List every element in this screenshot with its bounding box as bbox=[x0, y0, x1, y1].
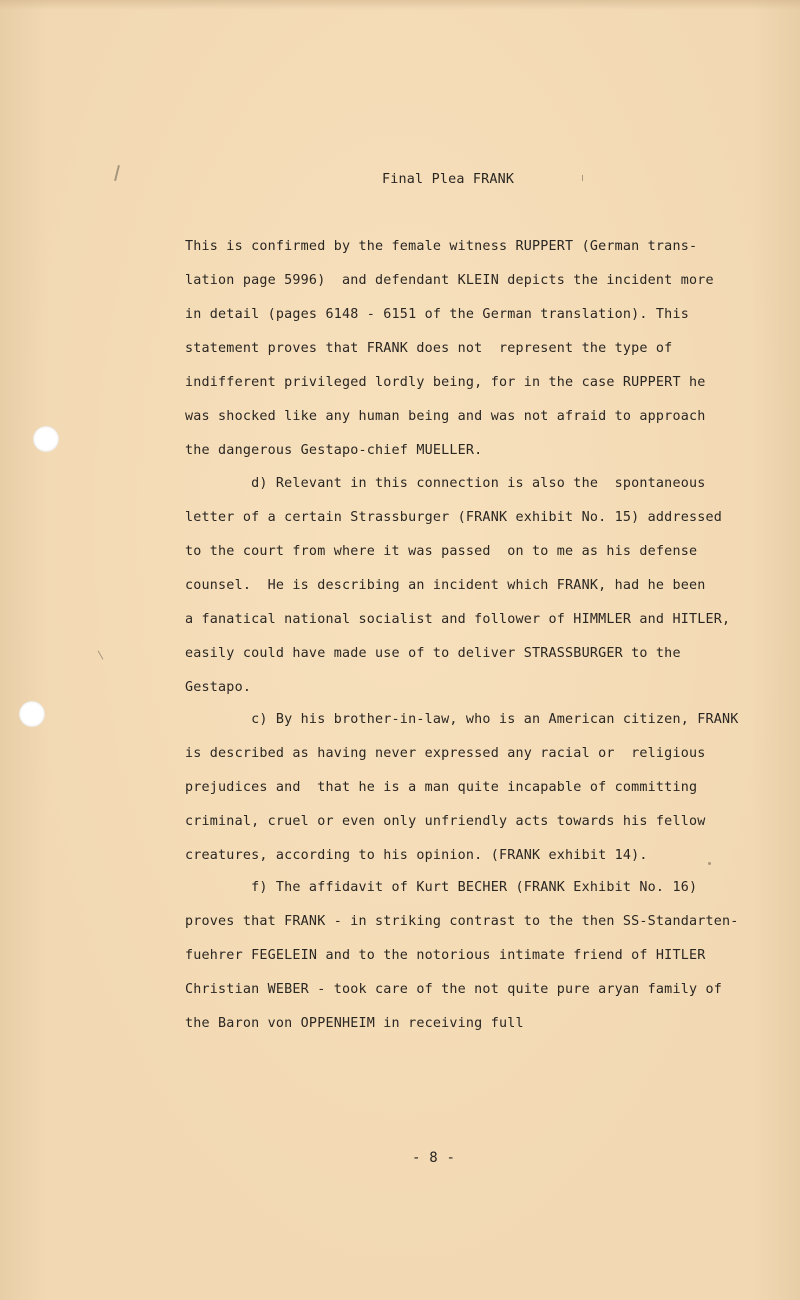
text-line: the Baron von OPPENHEIM in receiving full bbox=[185, 1016, 524, 1031]
text-line: in detail (pages 6148 - 6151 of the German translation). This bbox=[185, 307, 689, 322]
text-line: Christian WEBER - took care of the not quite pure aryan family of bbox=[185, 982, 723, 997]
stray-ink-dot bbox=[708, 862, 711, 865]
stray-pencil-mark bbox=[114, 165, 119, 181]
paper-edge-shadow bbox=[0, 0, 800, 10]
text-line: the dangerous Gestapo-chief MUELLER. bbox=[185, 443, 483, 458]
stray-pencil-mark bbox=[98, 650, 104, 659]
text-line: letter of a certain Strassburger (FRANK exhibit No. 15) addressed bbox=[185, 510, 723, 525]
text-line: c) By his brother-in-law, who is an American citizen, FRANK bbox=[185, 712, 739, 727]
page-number: - 8 - bbox=[412, 1150, 456, 1166]
text-line: proves that FRANK - in striking contrast to the then SS-Standarten- bbox=[185, 914, 739, 929]
text-line: creatures, according to his opinion. (FRANK exhibit 14). bbox=[185, 848, 648, 863]
text-line: lation page 5996) and defendant KLEIN depicts the incident more bbox=[185, 273, 714, 288]
text-line: counsel. He is describing an incident which FRANK, had he been bbox=[185, 578, 706, 593]
text-line: was shocked like any human being and was not afraid to approach bbox=[185, 409, 706, 424]
text-line: statement proves that FRANK does not represent the type of bbox=[185, 341, 673, 356]
text-line: f) The affidavit of Kurt BECHER (FRANK Exhibit No. 16) bbox=[185, 880, 698, 895]
text-line: to the court from where it was passed on to me as his defense bbox=[185, 544, 698, 559]
text-line: This is confirmed by the female witness RUPPERT (German trans- bbox=[185, 239, 698, 254]
text-line: criminal, cruel or even only unfriendly acts towards his fellow bbox=[185, 814, 706, 829]
punch-hole bbox=[19, 701, 45, 727]
text-line: a fanatical national socialist and follower of HIMMLER and HITLER, bbox=[185, 612, 731, 627]
text-line: Gestapo. bbox=[185, 680, 252, 695]
text-line: easily could have made use of to deliver STRASSBURGER to the bbox=[185, 646, 681, 661]
text-line: indifferent privileged lordly being, for in the case RUPPERT he bbox=[185, 375, 706, 390]
punch-hole bbox=[33, 426, 59, 452]
text-line: fuehrer FEGELEIN and to the notorious intimate friend of HITLER bbox=[185, 948, 706, 963]
text-line: d) Relevant in this connection is also the spontaneous bbox=[185, 476, 706, 491]
page-title: Final Plea FRANK bbox=[382, 172, 515, 187]
text-line: is described as having never expressed any racial or religious bbox=[185, 746, 706, 761]
stray-pencil-mark bbox=[582, 175, 583, 181]
text-line: prejudices and that he is a man quite incapable of committing bbox=[185, 780, 698, 795]
